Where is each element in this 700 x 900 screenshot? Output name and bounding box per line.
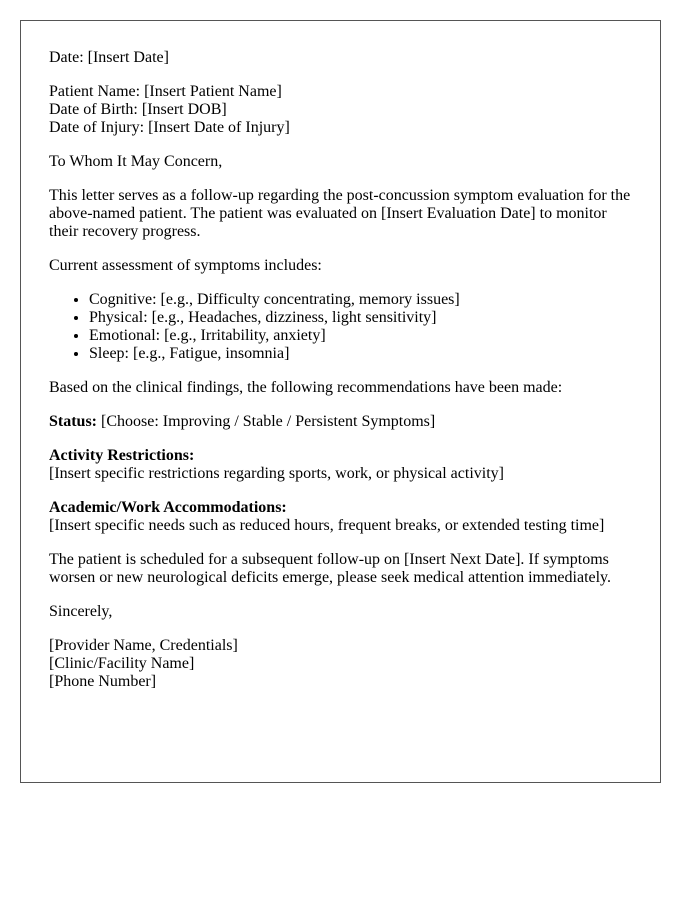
status-value: [Choose: Improving / Stable / Persistent Symptoms] [97, 413, 436, 430]
activity-label: Activity Restrictions: [49, 447, 195, 464]
accommodations-section [49, 499, 632, 535]
accommodations-value: [Insert specific needs such as reduced hours, frequent breaks, or extended testing time] [49, 517, 605, 534]
symptom-item: • Emotional: [e.g., Irritability, anxiety] [89, 327, 632, 345]
symptom-item: • Cognitive: [e.g., Difficulty concentrating, memory issues] [89, 291, 632, 309]
provider-name: [Provider Name, Credentials] [49, 637, 238, 654]
salutation: To Whom It May Concern, [49, 153, 223, 170]
symptom-list [49, 291, 632, 363]
recommendations-intro: Based on the clinical findings, the following recommendations have been made: [49, 379, 563, 396]
clinic-name: [Clinic/Facility Name] [49, 655, 195, 672]
phone-number: [Phone Number] [49, 673, 157, 690]
symptom-item: • Sleep: [e.g., Fatigue, insomnia] [89, 345, 632, 363]
status-line [49, 413, 632, 431]
patient-name: Patient Name: [Insert Patient Name] [49, 83, 282, 100]
closing: Sincerely, [49, 603, 113, 620]
activity-section [49, 447, 632, 483]
patient-injury-date: Date of Injury: [Insert Date of Injury] [49, 119, 290, 136]
activity-value: [Insert specific restrictions regarding sports, work, or physical activity] [49, 465, 504, 482]
intro-paragraph: This letter serves as a follow-up regarding the post-concussion symptom evaluation for the above-named patient. The patient was evaluated on [Insert Evaluation Date] to monitor their recovery progress. [49, 187, 631, 240]
letter [20, 20, 661, 783]
patient-dob: Date of Birth: [Insert DOB] [49, 101, 227, 118]
followup-paragraph: The patient is scheduled for a subsequent follow-up on [Insert Next Date]. If symptoms worsen or new neurological deficits emerge, please seek medical attention immediately. [49, 551, 612, 586]
symptom-item: • Physical: [e.g., Headaches, dizziness, light sensitivity] [89, 309, 632, 327]
accommodations-label: Academic/Work Accommodations: [49, 499, 287, 516]
patient-info [49, 83, 632, 137]
date-line: Date: [Insert Date] [49, 49, 169, 66]
status-label: Status: [49, 413, 98, 430]
signature-block [49, 637, 632, 691]
assessment-heading: Current assessment of symptoms includes: [49, 257, 322, 274]
